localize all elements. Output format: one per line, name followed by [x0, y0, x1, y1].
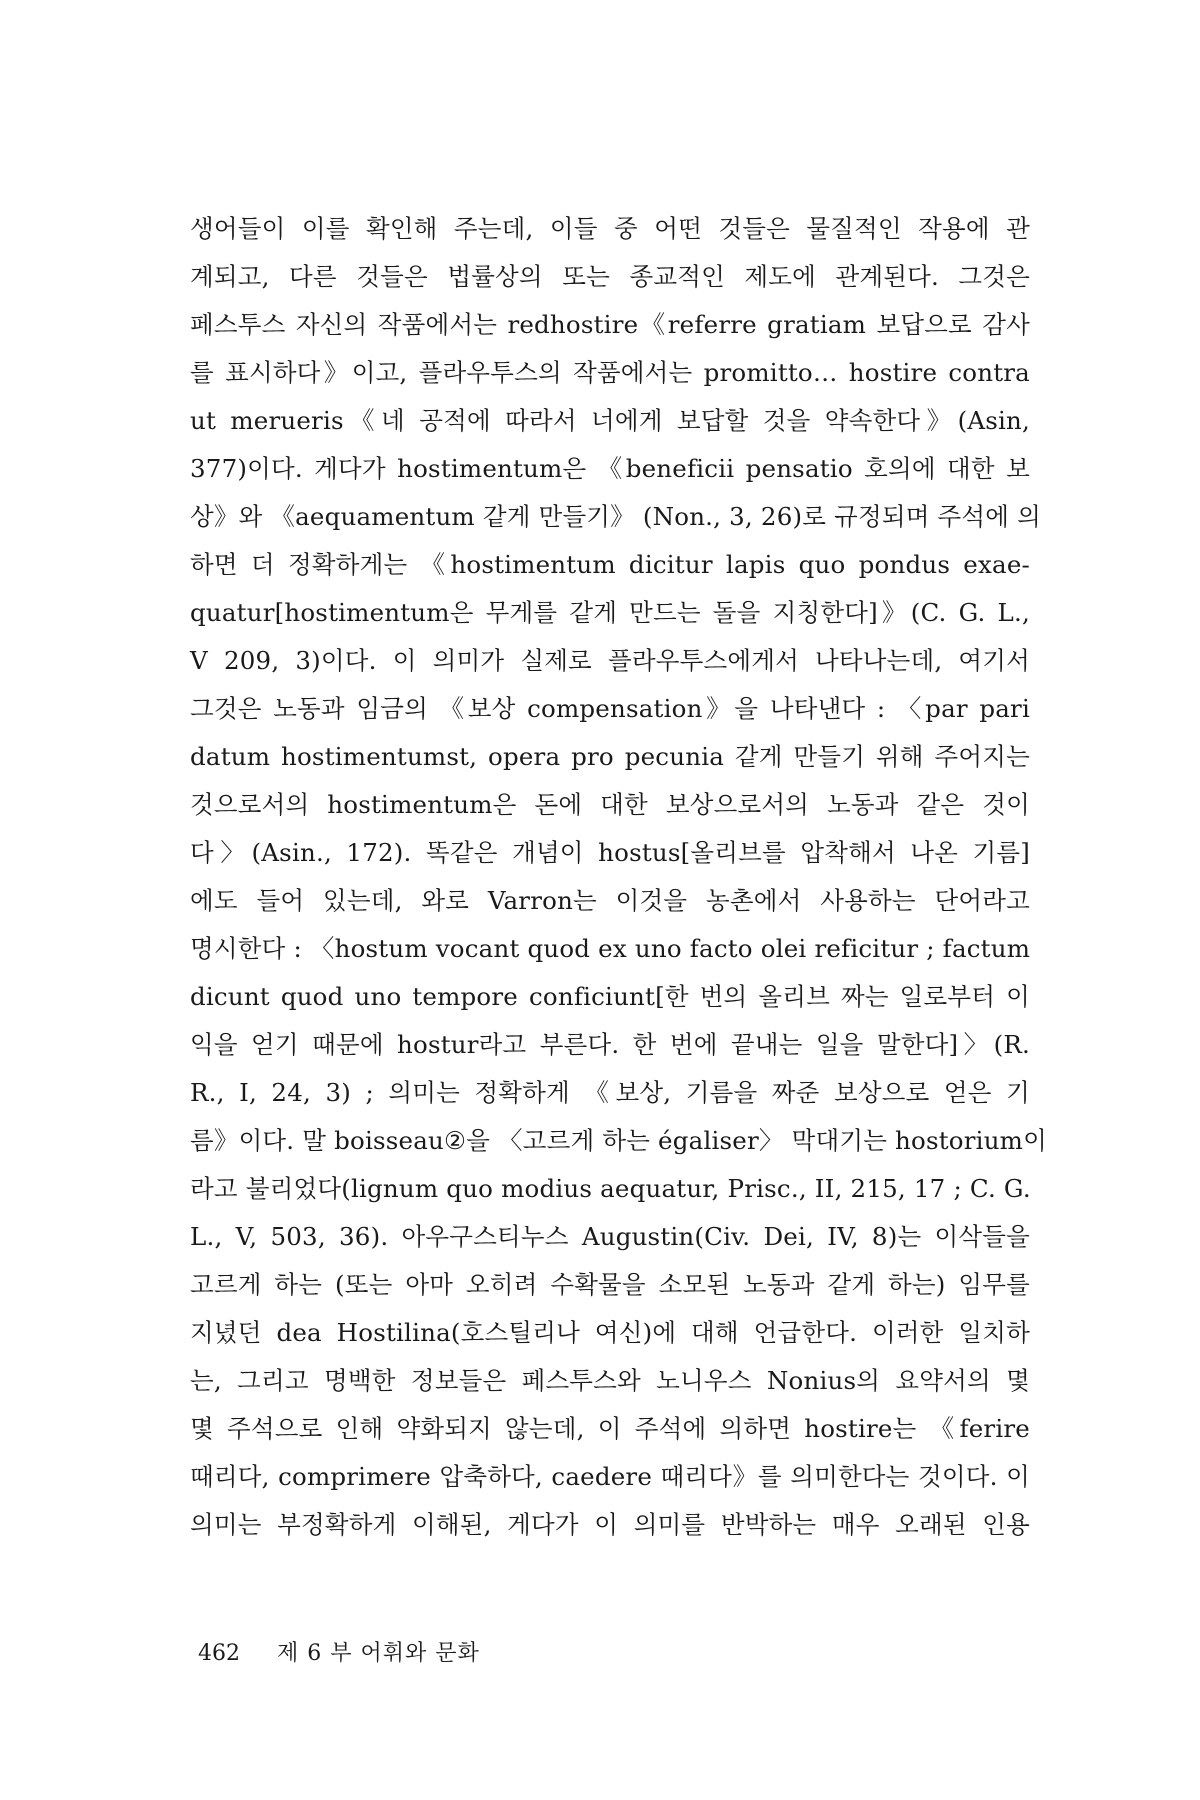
text-line: 를 표시하다》이고, 플라우투스의 작품에서는 promitto… hostire contra — [190, 358, 1030, 387]
page-number: 462 — [198, 1641, 240, 1666]
text-line: 익을 얻기 때문에 hostur라고 부른다. 한 번에 끝내는 일을 말한다]〉(R. — [190, 1030, 1030, 1059]
text-line: L., V, 503, 36). 아우구스티누스 Augustin(Civ. Dei, IV, 8)는 이삭들을 — [190, 1222, 1030, 1251]
text-line: 때리다, comprimere 압축하다, caedere 때리다》를 의미한다는 것이다. 이 — [190, 1462, 1030, 1491]
text-line: 상》와 《aequamentum 같게 만들기》 (Non., 3, 26)로 규정되며 주석에 의 — [190, 502, 1042, 531]
text-line: 계되고, 다른 것들은 법률상의 또는 종교적인 제도에 관계된다. 그것은 — [190, 262, 1030, 291]
text-line: 다〉(Asin., 172). 똑같은 개념이 hostus[올리브를 압착해서 나온 기름] — [190, 838, 1030, 867]
text-line: 에도 들어 있는데, 와로 Varron는 이것을 농촌에서 사용하는 단어라고 — [190, 886, 1030, 915]
text-line: 명시한다 : 〈hostum vocant quod ex uno facto olei reficitur ; factum — [190, 934, 1031, 963]
text-line: datum hostimentumst, opera pro pecunia 같게 만들기 위해 주어지는 — [190, 742, 1030, 771]
page-footer — [198, 1636, 480, 1667]
running-head: 제 6 부 어휘와 문화 — [277, 1641, 480, 1666]
text-line: 377)이다. 게다가 hostimentum은 《beneficii pensatio 호의에 대한 보 — [190, 454, 1030, 483]
text-line: 생어들이 이를 확인해 주는데, 이들 중 어떤 것들은 물질적인 작용에 관 — [190, 214, 1030, 243]
text-line: 라고 불리었다(lignum quo modius aequatur, Prisc., II, 215, 17 ; C. G. — [190, 1174, 1031, 1203]
text-line: R., I, 24, 3) ; 의미는 정확하게 《보상, 기름을 짜준 보상으로 얻은 기 — [190, 1078, 1030, 1107]
text-line: V 209, 3)이다. 이 의미가 실제로 플라우투스에게서 나타나는데, 여기서 — [190, 646, 1030, 675]
text-line: 름》이다. 말 boisseau②을 〈고르게 하는 égaliser〉 막대기는 hostorium이 — [190, 1126, 1047, 1155]
text-line: quatur[hostimentum은 무게를 같게 만드는 돌을 지칭한다]》(C. G. L., — [190, 598, 1030, 627]
text-line: 지녔던 dea Hostilina(호스틸리나 여신)에 대해 언급한다. 이러한 일치하 — [190, 1318, 1030, 1347]
text-line: 는, 그리고 명백한 정보들은 페스투스와 노니우스 Nonius의 요약서의 몇 — [190, 1366, 1030, 1395]
text-line: ut merueris《네 공적에 따라서 너에게 보답할 것을 약속한다》(Asin, — [190, 406, 1030, 435]
text-line: 몇 주석으로 인해 약화되지 않는데, 이 주석에 의하면 hostire는 《ferire — [190, 1414, 1030, 1443]
text-line: 그것은 노동과 임금의 《보상 compensation》을 나타낸다 : 〈par pari — [190, 694, 1030, 723]
text-line: 의미는 부정확하게 이해된, 게다가 이 의미를 반박하는 매우 오래된 인용 — [190, 1510, 1030, 1539]
text-line: dicunt quod uno tempore conficiunt[한 번의 올리브 짜는 일로부터 이 — [190, 982, 1030, 1011]
text-line: 고르게 하는 (또는 아마 오히려 수확물을 소모된 노동과 같게 하는) 임무를 — [190, 1270, 1030, 1299]
text-line: 페스투스 자신의 작품에서는 redhostire《referre gratiam 보답으로 감사 — [190, 310, 1030, 339]
text-line: 것으로서의 hostimentum은 돈에 대한 보상으로서의 노동과 같은 것이 — [190, 790, 1030, 819]
text-line: 하면 더 정확하게는 《hostimentum dicitur lapis quo pondus exae- — [190, 550, 1030, 579]
body-text — [190, 205, 1047, 1549]
